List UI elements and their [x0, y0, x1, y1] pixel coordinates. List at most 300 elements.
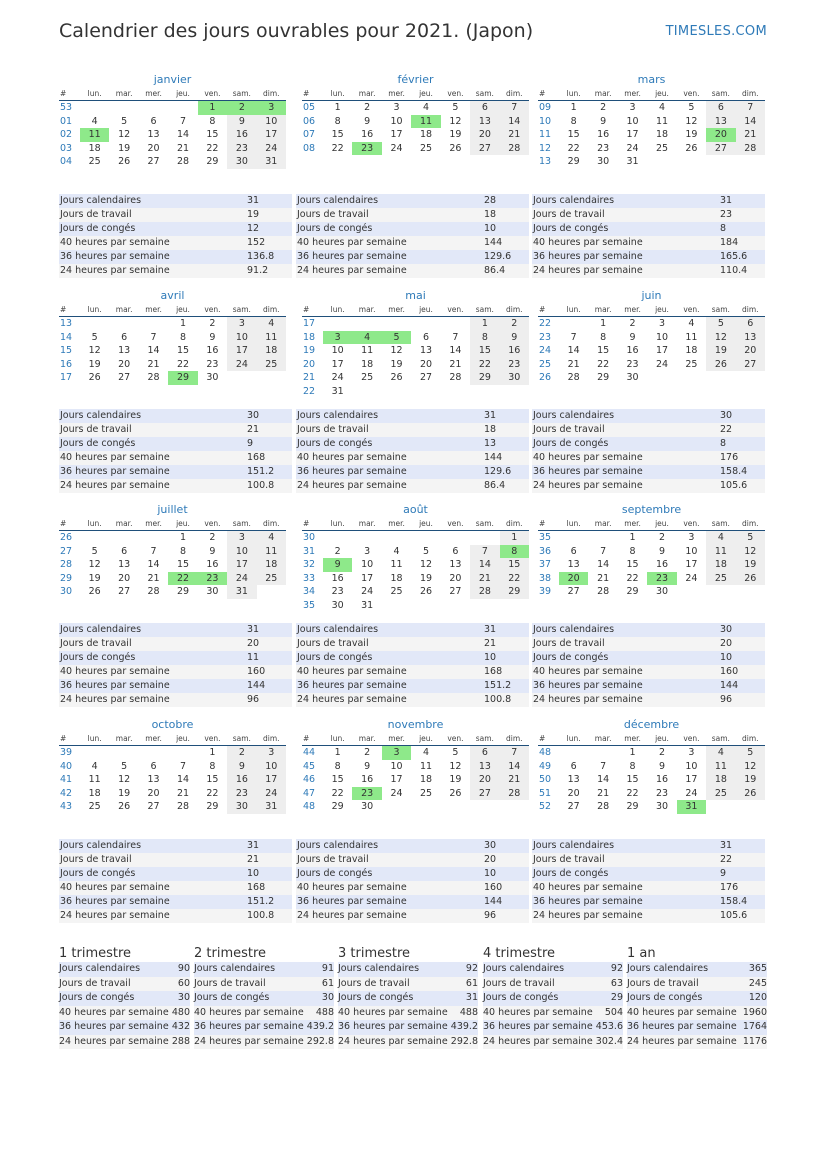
- day-cell[interactable]: 14: [176, 129, 190, 140]
- day-cell[interactable]: 29: [176, 586, 190, 597]
- day-cell[interactable]: 6: [470, 101, 499, 115]
- day-cell[interactable]: 6: [150, 760, 157, 772]
- day-cell[interactable]: 7: [470, 545, 499, 559]
- day-cell[interactable]: 1: [334, 102, 341, 113]
- day-cell[interactable]: 26: [685, 142, 698, 154]
- day-cell[interactable]: 14: [470, 558, 499, 572]
- day-cell[interactable]: 10: [257, 115, 286, 129]
- day-cell[interactable]: 11: [257, 545, 286, 559]
- day-cell[interactable]: 30: [361, 801, 374, 812]
- day-cell[interactable]: 2: [600, 102, 607, 113]
- day-cell[interactable]: 13: [118, 345, 131, 356]
- day-cell[interactable]: 24: [257, 787, 286, 801]
- day-cell[interactable]: 4: [688, 318, 695, 329]
- day-cell[interactable]: 13: [419, 345, 433, 356]
- day-cell[interactable]: 27: [419, 372, 433, 383]
- day-cell[interactable]: 27: [706, 142, 735, 156]
- day-cell[interactable]: 20: [567, 787, 580, 799]
- day-cell[interactable]: 27: [118, 372, 131, 383]
- day-cell[interactable]: 2: [364, 102, 371, 113]
- day-cell[interactable]: 10: [257, 760, 286, 774]
- day-cell[interactable]: 3: [257, 746, 286, 760]
- day-cell[interactable]: 22: [206, 787, 219, 799]
- day-cell[interactable]: 23: [655, 787, 669, 799]
- day-cell[interactable]: 11: [88, 774, 101, 785]
- day-cell[interactable]: 28: [449, 372, 462, 383]
- day-cell[interactable]: 22: [331, 142, 344, 154]
- day-cell[interactable]: 26: [118, 156, 131, 167]
- day-cell[interactable]: 24: [655, 358, 669, 370]
- day-cell[interactable]: 25: [88, 156, 101, 167]
- day-cell[interactable]: 12: [88, 345, 101, 356]
- day-cell[interactable]: 5: [91, 545, 98, 557]
- day-cell[interactable]: 18: [419, 774, 433, 785]
- day-cell[interactable]: 12: [419, 559, 433, 570]
- day-cell[interactable]: 18: [390, 572, 403, 584]
- day-cell[interactable]: 6: [706, 101, 735, 115]
- day-cell[interactable]: 23: [331, 586, 344, 597]
- day-cell[interactable]: 4: [422, 102, 429, 113]
- day-cell[interactable]: 5: [121, 760, 128, 772]
- day-cell[interactable]: 20: [419, 358, 433, 370]
- day-cell[interactable]: 31: [257, 800, 286, 814]
- day-cell[interactable]: 18: [361, 358, 374, 370]
- day-cell[interactable]: 21: [176, 787, 190, 799]
- day-cell[interactable]: 30: [655, 801, 669, 812]
- day-cell[interactable]: 16: [206, 345, 219, 356]
- day-cell[interactable]: 31: [227, 585, 256, 599]
- day-cell[interactable]: 1: [629, 532, 636, 543]
- day-cell[interactable]: 8: [209, 760, 216, 772]
- day-cell[interactable]: 12: [118, 129, 131, 140]
- day-cell[interactable]: 25: [257, 358, 286, 372]
- day-cell[interactable]: 24: [257, 142, 286, 156]
- day-cell[interactable]: 21: [449, 358, 462, 370]
- day-cell[interactable]: 4: [706, 531, 735, 545]
- day-cell[interactable]: 3: [688, 532, 695, 543]
- day-cell[interactable]: 31: [361, 599, 374, 611]
- day-cell[interactable]: 1: [179, 532, 186, 543]
- day-cell[interactable]: 16: [655, 774, 669, 785]
- day-cell[interactable]: 18: [257, 558, 286, 572]
- day-cell[interactable]: 28: [147, 586, 160, 597]
- day-cell[interactable]: 5: [706, 317, 735, 331]
- day-cell[interactable]: 7: [179, 115, 186, 127]
- day-cell[interactable]: 11: [706, 760, 735, 774]
- day-cell[interactable]: 1: [600, 318, 607, 329]
- day-cell[interactable]: 13: [706, 115, 735, 129]
- day-cell[interactable]: 29: [206, 801, 219, 812]
- day-cell[interactable]: 29: [470, 371, 499, 385]
- day-cell[interactable]: 1: [179, 318, 186, 329]
- day-cell[interactable]: 4: [91, 760, 98, 772]
- day-cell[interactable]: 27: [449, 586, 462, 597]
- day-cell[interactable]: 13: [118, 559, 131, 570]
- day-cell[interactable]: 17: [331, 358, 344, 370]
- day-cell[interactable]: 27: [147, 801, 160, 812]
- day-cell[interactable]: 13: [147, 129, 160, 140]
- day-cell[interactable]: 28: [470, 585, 499, 599]
- day-cell[interactable]: 9: [658, 545, 665, 557]
- day-cell[interactable]: 9: [658, 760, 665, 772]
- day-cell[interactable]: 9: [600, 115, 607, 127]
- day-cell[interactable]: 2: [500, 317, 529, 331]
- day-cell[interactable]: 1: [570, 102, 577, 113]
- day-cell[interactable]: 8: [334, 760, 341, 772]
- day-cell[interactable]: 29: [500, 585, 529, 599]
- holiday-day-cell[interactable]: 3: [382, 746, 411, 760]
- day-cell[interactable]: 4: [422, 747, 429, 758]
- day-cell[interactable]: 20: [147, 142, 160, 154]
- day-cell[interactable]: 10: [227, 545, 256, 559]
- day-cell[interactable]: 24: [685, 572, 698, 584]
- day-cell[interactable]: 21: [470, 572, 499, 586]
- day-cell[interactable]: 26: [736, 572, 765, 586]
- day-cell[interactable]: 22: [500, 572, 529, 586]
- day-cell[interactable]: 8: [470, 331, 499, 345]
- day-cell[interactable]: 5: [688, 102, 695, 113]
- day-cell[interactable]: 15: [331, 129, 344, 140]
- day-cell[interactable]: 15: [567, 129, 580, 140]
- day-cell[interactable]: 30: [597, 156, 610, 167]
- day-cell[interactable]: 25: [706, 787, 735, 801]
- day-cell[interactable]: 16: [597, 129, 610, 140]
- day-cell[interactable]: 28: [500, 142, 529, 156]
- day-cell[interactable]: 20: [470, 128, 499, 142]
- day-cell[interactable]: 30: [206, 586, 219, 597]
- day-cell[interactable]: 25: [706, 572, 735, 586]
- day-cell[interactable]: 27: [470, 142, 499, 156]
- day-cell[interactable]: 25: [419, 142, 433, 154]
- day-cell[interactable]: 11: [390, 559, 403, 570]
- day-cell[interactable]: 7: [500, 101, 529, 115]
- day-cell[interactable]: 23: [227, 142, 256, 156]
- holiday-day-cell[interactable]: 23: [647, 572, 676, 586]
- day-cell[interactable]: 17: [390, 129, 403, 140]
- day-cell[interactable]: 26: [419, 586, 433, 597]
- day-cell[interactable]: 21: [597, 572, 610, 584]
- day-cell[interactable]: 22: [626, 572, 639, 584]
- day-cell[interactable]: 26: [118, 801, 131, 812]
- day-cell[interactable]: 14: [567, 345, 580, 356]
- day-cell[interactable]: 30: [206, 372, 219, 383]
- day-cell[interactable]: 24: [390, 787, 403, 799]
- holiday-day-cell[interactable]: 8: [500, 545, 529, 559]
- day-cell[interactable]: 14: [597, 559, 610, 570]
- day-cell[interactable]: 19: [419, 572, 433, 584]
- day-cell[interactable]: 11: [361, 345, 374, 356]
- day-cell[interactable]: 17: [655, 345, 669, 356]
- day-cell[interactable]: 19: [736, 773, 765, 787]
- day-cell[interactable]: 28: [736, 142, 765, 156]
- day-cell[interactable]: 15: [470, 344, 499, 358]
- day-cell[interactable]: 14: [736, 115, 765, 129]
- day-cell[interactable]: 15: [331, 774, 344, 785]
- day-cell[interactable]: 8: [179, 545, 186, 557]
- holiday-day-cell[interactable]: 22: [168, 572, 197, 586]
- day-cell[interactable]: 4: [658, 102, 665, 113]
- day-cell[interactable]: 17: [361, 572, 374, 584]
- day-cell[interactable]: 27: [118, 586, 131, 597]
- day-cell[interactable]: 10: [390, 115, 403, 127]
- day-cell[interactable]: 6: [452, 545, 459, 557]
- day-cell[interactable]: 13: [470, 115, 499, 129]
- holiday-day-cell[interactable]: 9: [323, 558, 352, 572]
- day-cell[interactable]: 23: [597, 142, 610, 154]
- day-cell[interactable]: 2: [227, 746, 256, 760]
- day-cell[interactable]: 30: [500, 371, 529, 385]
- day-cell[interactable]: 25: [655, 142, 669, 154]
- day-cell[interactable]: 26: [88, 586, 101, 597]
- day-cell[interactable]: 5: [452, 747, 459, 758]
- day-cell[interactable]: 1: [470, 317, 499, 331]
- day-cell[interactable]: 16: [361, 774, 374, 785]
- day-cell[interactable]: 4: [257, 317, 286, 331]
- day-cell[interactable]: 9: [364, 760, 371, 772]
- day-cell[interactable]: 23: [206, 358, 219, 370]
- day-cell[interactable]: 2: [364, 747, 371, 758]
- day-cell[interactable]: 9: [629, 331, 636, 343]
- day-cell[interactable]: 4: [706, 746, 735, 760]
- day-cell[interactable]: 7: [570, 331, 577, 343]
- day-cell[interactable]: 16: [331, 572, 344, 584]
- day-cell[interactable]: 1: [209, 747, 216, 758]
- day-cell[interactable]: 7: [150, 545, 157, 557]
- day-cell[interactable]: 5: [736, 746, 765, 760]
- day-cell[interactable]: 31: [331, 385, 344, 397]
- day-cell[interactable]: 24: [331, 372, 344, 383]
- day-cell[interactable]: 21: [597, 787, 610, 799]
- day-cell[interactable]: 7: [600, 545, 607, 557]
- day-cell[interactable]: 20: [118, 358, 131, 370]
- day-cell[interactable]: 29: [567, 156, 580, 167]
- day-cell[interactable]: 6: [150, 115, 157, 127]
- day-cell[interactable]: 23: [626, 358, 639, 370]
- day-cell[interactable]: 6: [121, 545, 128, 557]
- day-cell[interactable]: 1: [629, 747, 636, 758]
- day-cell[interactable]: 28: [567, 372, 580, 383]
- day-cell[interactable]: 15: [500, 558, 529, 572]
- day-cell[interactable]: 19: [736, 558, 765, 572]
- day-cell[interactable]: 16: [227, 773, 256, 787]
- day-cell[interactable]: 25: [257, 572, 286, 586]
- day-cell[interactable]: 20: [147, 787, 160, 799]
- day-cell[interactable]: 5: [91, 331, 98, 343]
- day-cell[interactable]: 14: [500, 115, 529, 129]
- day-cell[interactable]: 16: [655, 559, 669, 570]
- day-cell[interactable]: 11: [655, 115, 669, 127]
- day-cell[interactable]: 3: [393, 102, 400, 113]
- day-cell[interactable]: 29: [331, 801, 344, 812]
- day-cell[interactable]: 28: [176, 156, 190, 167]
- day-cell[interactable]: 9: [227, 760, 256, 774]
- day-cell[interactable]: 17: [227, 344, 256, 358]
- day-cell[interactable]: 3: [227, 531, 256, 545]
- day-cell[interactable]: 7: [179, 760, 186, 772]
- day-cell[interactable]: 1: [500, 531, 529, 545]
- day-cell[interactable]: 22: [597, 358, 610, 370]
- day-cell[interactable]: 31: [257, 155, 286, 169]
- day-cell[interactable]: 8: [570, 115, 577, 127]
- day-cell[interactable]: 6: [422, 331, 429, 343]
- day-cell[interactable]: 2: [629, 318, 636, 329]
- day-cell[interactable]: 21: [736, 128, 765, 142]
- day-cell[interactable]: 15: [206, 774, 219, 785]
- day-cell[interactable]: 25: [685, 358, 698, 370]
- day-cell[interactable]: 13: [567, 559, 580, 570]
- day-cell[interactable]: 7: [500, 746, 529, 760]
- day-cell[interactable]: 26: [736, 787, 765, 801]
- day-cell[interactable]: 18: [706, 558, 735, 572]
- day-cell[interactable]: 3: [227, 317, 256, 331]
- day-cell[interactable]: 26: [706, 358, 735, 372]
- day-cell[interactable]: 23: [227, 787, 256, 801]
- day-cell[interactable]: 2: [658, 747, 665, 758]
- day-cell[interactable]: 5: [121, 115, 128, 127]
- day-cell[interactable]: 16: [626, 345, 639, 356]
- day-cell[interactable]: 12: [736, 545, 765, 559]
- holiday-day-cell[interactable]: 31: [677, 800, 706, 814]
- holiday-day-cell[interactable]: 23: [352, 142, 381, 156]
- day-cell[interactable]: 27: [567, 801, 580, 812]
- day-cell[interactable]: 30: [227, 155, 256, 169]
- day-cell[interactable]: 2: [334, 545, 341, 557]
- day-cell[interactable]: 24: [227, 358, 256, 372]
- day-cell[interactable]: 20: [118, 572, 131, 584]
- day-cell[interactable]: 19: [88, 572, 101, 584]
- holiday-day-cell[interactable]: 5: [382, 331, 411, 345]
- day-cell[interactable]: 4: [393, 545, 400, 557]
- day-cell[interactable]: 18: [419, 129, 433, 140]
- day-cell[interactable]: 8: [629, 760, 636, 772]
- day-cell[interactable]: 5: [422, 545, 429, 557]
- day-cell[interactable]: 13: [736, 331, 765, 345]
- day-cell[interactable]: 12: [736, 760, 765, 774]
- day-cell[interactable]: 15: [626, 774, 639, 785]
- day-cell[interactable]: 27: [736, 358, 765, 372]
- day-cell[interactable]: 12: [706, 331, 735, 345]
- day-cell[interactable]: 9: [227, 115, 256, 129]
- day-cell[interactable]: 6: [470, 746, 499, 760]
- day-cell[interactable]: 9: [209, 331, 216, 343]
- day-cell[interactable]: 1: [334, 747, 341, 758]
- day-cell[interactable]: 5: [736, 531, 765, 545]
- day-cell[interactable]: 10: [685, 760, 698, 772]
- day-cell[interactable]: 17: [626, 129, 639, 140]
- day-cell[interactable]: 22: [331, 787, 344, 799]
- holiday-day-cell[interactable]: 4: [352, 331, 381, 345]
- day-cell[interactable]: 17: [257, 773, 286, 787]
- day-cell[interactable]: 19: [118, 142, 131, 154]
- day-cell[interactable]: 26: [449, 787, 462, 799]
- day-cell[interactable]: 14: [147, 345, 160, 356]
- day-cell[interactable]: 7: [600, 760, 607, 772]
- day-cell[interactable]: 26: [390, 372, 403, 383]
- day-cell[interactable]: 3: [364, 545, 371, 557]
- day-cell[interactable]: 9: [500, 331, 529, 345]
- day-cell[interactable]: 15: [626, 559, 639, 570]
- day-cell[interactable]: 30: [227, 800, 256, 814]
- day-cell[interactable]: 20: [470, 773, 499, 787]
- holiday-day-cell[interactable]: 11: [80, 128, 109, 142]
- day-cell[interactable]: 18: [655, 129, 669, 140]
- day-cell[interactable]: 3: [629, 102, 636, 113]
- day-cell[interactable]: 3: [658, 318, 665, 329]
- day-cell[interactable]: 10: [227, 331, 256, 345]
- day-cell[interactable]: 25: [390, 586, 403, 597]
- day-cell[interactable]: 6: [570, 545, 577, 557]
- day-cell[interactable]: 22: [206, 142, 219, 154]
- day-cell[interactable]: 13: [470, 760, 499, 774]
- day-cell[interactable]: 15: [597, 345, 610, 356]
- day-cell[interactable]: 16: [361, 129, 374, 140]
- day-cell[interactable]: 22: [470, 358, 499, 372]
- day-cell[interactable]: 11: [419, 760, 433, 772]
- day-cell[interactable]: 7: [736, 101, 765, 115]
- holiday-day-cell[interactable]: 20: [706, 128, 735, 142]
- day-cell[interactable]: 15: [176, 559, 190, 570]
- day-cell[interactable]: 7: [452, 331, 459, 343]
- holiday-day-cell[interactable]: 29: [168, 371, 197, 385]
- day-cell[interactable]: 18: [685, 345, 698, 356]
- day-cell[interactable]: 22: [626, 787, 639, 799]
- day-cell[interactable]: 13: [567, 774, 580, 785]
- day-cell[interactable]: 24: [685, 787, 698, 799]
- day-cell[interactable]: 19: [88, 358, 101, 370]
- day-cell[interactable]: 28: [176, 801, 190, 812]
- day-cell[interactable]: 28: [500, 787, 529, 801]
- day-cell[interactable]: 14: [176, 774, 190, 785]
- day-cell[interactable]: 30: [626, 372, 639, 383]
- day-cell[interactable]: 20: [449, 572, 462, 584]
- day-cell[interactable]: 24: [227, 572, 256, 586]
- day-cell[interactable]: 26: [449, 142, 462, 154]
- holiday-day-cell[interactable]: 11: [411, 115, 440, 129]
- day-cell[interactable]: 17: [685, 559, 698, 570]
- day-cell[interactable]: 12: [449, 760, 462, 772]
- holiday-day-cell[interactable]: 23: [198, 572, 227, 586]
- holiday-day-cell[interactable]: 3: [323, 331, 352, 345]
- day-cell[interactable]: 17: [257, 128, 286, 142]
- day-cell[interactable]: 15: [206, 129, 219, 140]
- day-cell[interactable]: 9: [364, 115, 371, 127]
- day-cell[interactable]: 26: [88, 372, 101, 383]
- day-cell[interactable]: 28: [597, 586, 610, 597]
- day-cell[interactable]: 4: [257, 531, 286, 545]
- day-cell[interactable]: 10: [390, 760, 403, 772]
- day-cell[interactable]: 25: [419, 787, 433, 799]
- day-cell[interactable]: 18: [88, 142, 101, 154]
- day-cell[interactable]: 9: [209, 545, 216, 557]
- day-cell[interactable]: 21: [147, 572, 160, 584]
- day-cell[interactable]: 31: [626, 156, 639, 167]
- day-cell[interactable]: 16: [227, 128, 256, 142]
- day-cell[interactable]: 6: [570, 760, 577, 772]
- day-cell[interactable]: 4: [91, 115, 98, 127]
- holiday-day-cell[interactable]: 20: [559, 572, 588, 586]
- day-cell[interactable]: 21: [176, 142, 190, 154]
- day-cell[interactable]: 29: [206, 156, 219, 167]
- day-cell[interactable]: 21: [147, 358, 160, 370]
- day-cell[interactable]: 15: [176, 345, 190, 356]
- day-cell[interactable]: 18: [88, 787, 101, 799]
- day-cell[interactable]: 3: [688, 747, 695, 758]
- day-cell[interactable]: 8: [600, 331, 607, 343]
- day-cell[interactable]: 19: [685, 129, 698, 140]
- day-cell[interactable]: 12: [449, 115, 462, 127]
- day-cell[interactable]: 19: [449, 774, 462, 785]
- day-cell[interactable]: 22: [176, 358, 190, 370]
